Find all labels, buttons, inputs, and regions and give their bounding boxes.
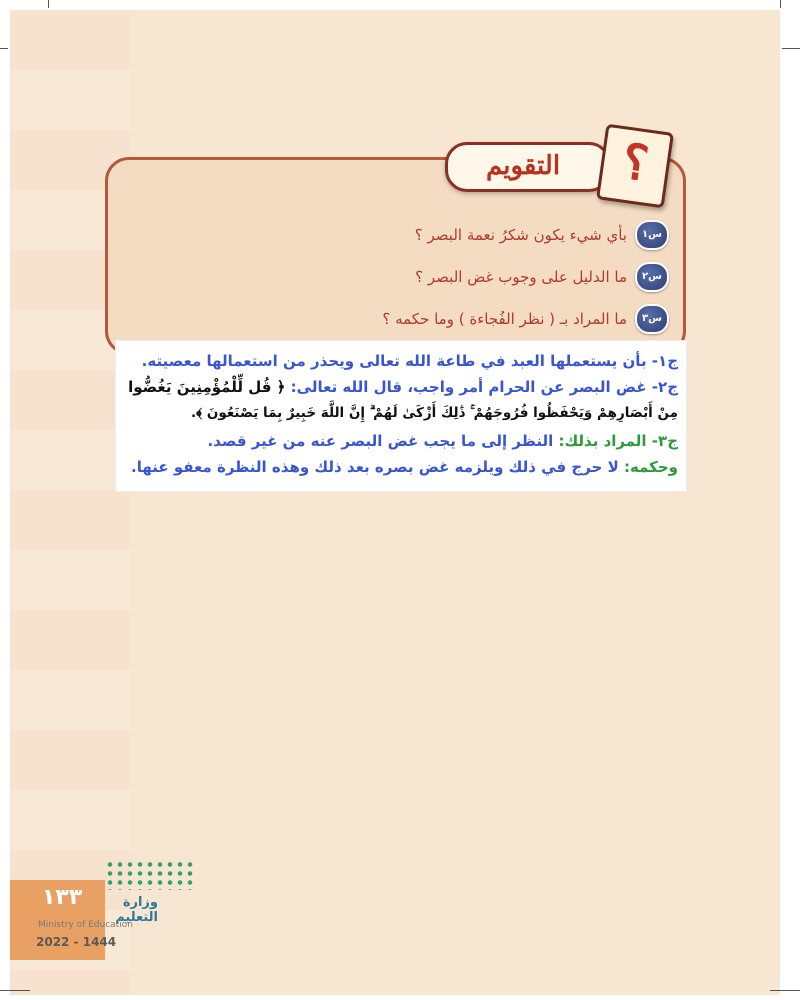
question-badge: س١ (635, 220, 669, 250)
question-row (382, 304, 669, 334)
crop-mark (48, 0, 49, 8)
question-text: ما المراد بـ ( نظر الفُجاءة ) وما حكمه ؟ (382, 310, 627, 328)
ruling-label: وحكمه: (623, 458, 678, 476)
answer-1: ج١- بأن يستعملها العبد في طاعة الله تعالى ويحذر من استعمالها معصيته. (141, 352, 678, 370)
question-row (415, 262, 669, 292)
section-header (445, 128, 675, 200)
answer-2-line-1 (124, 375, 678, 399)
answer-3-label: ج٣- المراد بذلك: (558, 432, 678, 450)
ruling-text: لا حرج في ذلك ويلزمه غض بصره بعد ذلك وهذه النظرة معفو عنها. (131, 458, 619, 476)
decorative-pattern (10, 10, 130, 995)
crop-mark (780, 0, 781, 8)
answer-3-text: النظر إلى ما يجب غض البصر عنه من غير قصد. (207, 432, 554, 450)
ministry-logo-icon (105, 860, 195, 890)
answer-3 (124, 429, 678, 453)
answer-2-verse: مِنْ أَبْصَارِهِمْ وَيَحْفَظُوا فُرُوجَهُمْ ۚ ذَٰلِكَ أَزْكَىٰ لَهُمْ ۗ إِنَّ اللَّهَ خَبِيرٌ بِمَا يَصْنَعُونَ ﴾. (191, 405, 678, 421)
question-row (415, 220, 669, 250)
answers-box (115, 340, 687, 492)
ministry-name-ar: وزارة التعليم (115, 895, 158, 925)
question-text: ما الدليل على وجوب غض البصر ؟ (415, 268, 627, 286)
crop-mark (0, 48, 8, 49)
crop-mark (770, 990, 800, 991)
answer-3-ruling (124, 455, 678, 479)
question-badge: س٣ (635, 304, 669, 334)
crop-mark (782, 48, 800, 49)
answer-2-lead: ج٢- غض البصر عن الحرام أمر واجب، قال الله تعالى: (290, 378, 678, 396)
page-number: ١٣٣ (42, 885, 83, 910)
academic-year: 2022 - 1444 (36, 935, 117, 949)
question-mark-icon: ؟ (596, 124, 674, 209)
ministry-name-en: Ministry of Education (38, 920, 133, 930)
question-text: بأي شيء يكون شكرُ نعمة البصر ؟ (414, 226, 627, 244)
crop-mark (0, 990, 30, 991)
verse-start: ﴿ قُل لِّلْمُؤْمِنِينَ يَغُضُّوا (128, 378, 286, 396)
page-title: التقويم (485, 151, 561, 181)
question-badge: س٢ (635, 262, 669, 292)
